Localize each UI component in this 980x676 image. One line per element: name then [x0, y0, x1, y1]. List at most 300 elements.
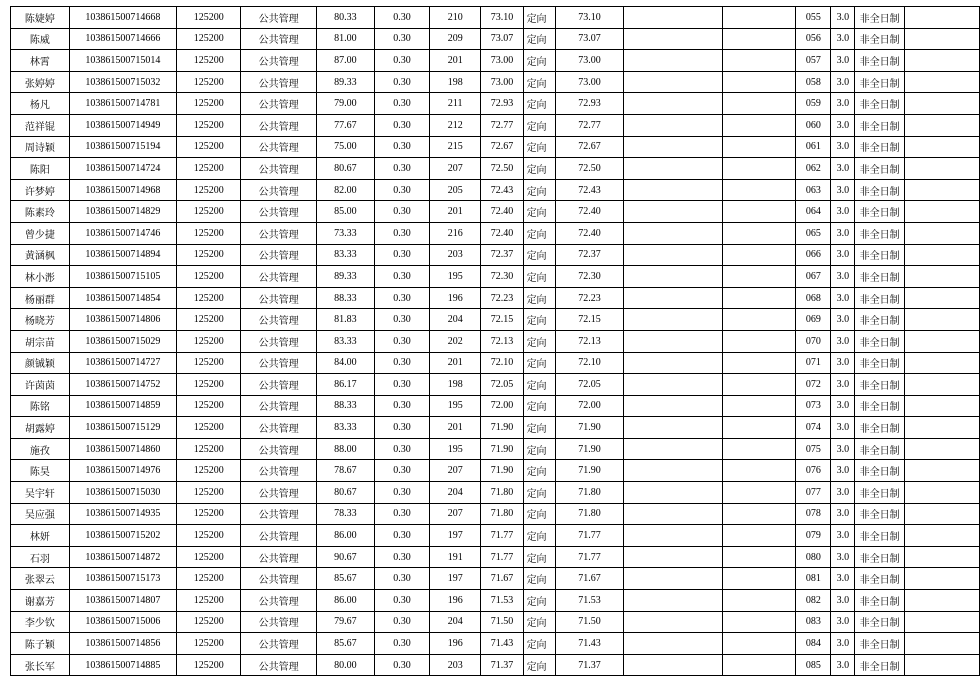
weight-cell: 0.30 [374, 590, 429, 612]
exam-id-cell: 103861500714746 [69, 222, 176, 244]
name-cell: 张长军 [11, 654, 70, 676]
table-row [11, 417, 980, 439]
exam-id-cell: 103861500714860 [69, 438, 176, 460]
name-cell: 石羽 [11, 546, 70, 568]
empty-cell [905, 330, 980, 352]
empty-cell [905, 158, 980, 180]
enrollment-type-cell: 定向 [523, 71, 556, 93]
empty-cell [905, 611, 980, 633]
major-cell: 公共管理 [241, 201, 316, 223]
major-cell: 公共管理 [241, 482, 316, 504]
initial-score-cell: 195 [430, 438, 481, 460]
final-score-cell: 71.67 [556, 568, 624, 590]
final-score-cell: 72.40 [556, 222, 624, 244]
name-cell: 黄涵枫 [11, 244, 70, 266]
empty-cell [723, 114, 796, 136]
study-mode-cell: 非全日制 [855, 352, 905, 374]
exam-id-cell: 103861500715029 [69, 330, 176, 352]
total-score-cell: 73.07 [481, 28, 523, 50]
retest-score-cell: 80.00 [316, 654, 374, 676]
empty-cell [623, 503, 722, 525]
study-mode-cell: 非全日制 [855, 309, 905, 331]
weight-cell: 0.30 [374, 28, 429, 50]
empty-cell [723, 460, 796, 482]
major-cell: 公共管理 [241, 654, 316, 676]
major-code-cell: 125200 [177, 438, 241, 460]
retest-score-cell: 85.67 [316, 633, 374, 655]
weight-cell: 0.30 [374, 503, 429, 525]
total-score-cell: 71.50 [481, 611, 523, 633]
study-mode-cell: 非全日制 [855, 158, 905, 180]
major-code-cell: 125200 [177, 136, 241, 158]
empty-cell [905, 482, 980, 504]
name-cell: 许梦婷 [11, 179, 70, 201]
rank-cell: 064 [796, 201, 831, 223]
initial-score-cell: 209 [430, 28, 481, 50]
final-score-cell: 71.90 [556, 417, 624, 439]
major-code-cell: 125200 [177, 114, 241, 136]
weight-cell: 0.30 [374, 352, 429, 374]
credit-cell: 3.0 [831, 525, 855, 547]
table-row [11, 50, 980, 72]
empty-cell [723, 244, 796, 266]
empty-cell [723, 266, 796, 288]
rank-cell: 065 [796, 222, 831, 244]
enrollment-type-cell: 定向 [523, 7, 556, 29]
major-cell: 公共管理 [241, 114, 316, 136]
major-code-cell: 125200 [177, 352, 241, 374]
total-score-cell: 73.00 [481, 71, 523, 93]
empty-cell [905, 590, 980, 612]
study-mode-cell: 非全日制 [855, 568, 905, 590]
major-cell: 公共管理 [241, 266, 316, 288]
empty-cell [723, 374, 796, 396]
table-row [11, 395, 980, 417]
name-cell: 陈铭 [11, 395, 70, 417]
enrollment-type-cell: 定向 [523, 546, 556, 568]
empty-cell [905, 417, 980, 439]
exam-id-cell: 103861500714781 [69, 93, 176, 115]
final-score-cell: 72.05 [556, 374, 624, 396]
empty-cell [623, 330, 722, 352]
total-score-cell: 72.05 [481, 374, 523, 396]
study-mode-cell: 非全日制 [855, 287, 905, 309]
study-mode-cell: 非全日制 [855, 7, 905, 29]
empty-cell [623, 482, 722, 504]
credit-cell: 3.0 [831, 611, 855, 633]
study-mode-cell: 非全日制 [855, 28, 905, 50]
credit-cell: 3.0 [831, 7, 855, 29]
credit-cell: 3.0 [831, 590, 855, 612]
enrollment-type-cell: 定向 [523, 201, 556, 223]
empty-cell [723, 158, 796, 180]
exam-id-cell: 103861500715006 [69, 611, 176, 633]
major-cell: 公共管理 [241, 136, 316, 158]
rank-cell: 067 [796, 266, 831, 288]
final-score-cell: 72.23 [556, 287, 624, 309]
initial-score-cell: 198 [430, 71, 481, 93]
table-row [11, 460, 980, 482]
empty-cell [905, 460, 980, 482]
weight-cell: 0.30 [374, 438, 429, 460]
name-cell: 胡宗苗 [11, 330, 70, 352]
table-row [11, 201, 980, 223]
final-score-cell: 72.30 [556, 266, 624, 288]
major-code-cell: 125200 [177, 525, 241, 547]
retest-score-cell: 88.33 [316, 287, 374, 309]
enrollment-type-cell: 定向 [523, 590, 556, 612]
total-score-cell: 73.00 [481, 50, 523, 72]
exam-id-cell: 103861500714935 [69, 503, 176, 525]
table-row [11, 374, 980, 396]
credit-cell: 3.0 [831, 546, 855, 568]
retest-score-cell: 78.67 [316, 460, 374, 482]
name-cell: 林小浵 [11, 266, 70, 288]
empty-cell [723, 438, 796, 460]
empty-cell [723, 201, 796, 223]
exam-id-cell: 103861500715173 [69, 568, 176, 590]
credit-cell: 3.0 [831, 417, 855, 439]
empty-cell [905, 546, 980, 568]
credit-cell: 3.0 [831, 482, 855, 504]
weight-cell: 0.30 [374, 179, 429, 201]
name-cell: 颜铖颖 [11, 352, 70, 374]
empty-cell [723, 503, 796, 525]
exam-id-cell: 103861500714806 [69, 309, 176, 331]
retest-score-cell: 75.00 [316, 136, 374, 158]
name-cell: 张婷婷 [11, 71, 70, 93]
rank-cell: 068 [796, 287, 831, 309]
exam-id-cell: 103861500714829 [69, 201, 176, 223]
enrollment-type-cell: 定向 [523, 611, 556, 633]
credit-cell: 3.0 [831, 654, 855, 676]
major-code-cell: 125200 [177, 654, 241, 676]
total-score-cell: 71.67 [481, 568, 523, 590]
final-score-cell: 71.90 [556, 438, 624, 460]
major-cell: 公共管理 [241, 179, 316, 201]
credit-cell: 3.0 [831, 93, 855, 115]
final-score-cell: 73.00 [556, 50, 624, 72]
final-score-cell: 72.67 [556, 136, 624, 158]
exam-id-cell: 103861500714856 [69, 633, 176, 655]
weight-cell: 0.30 [374, 417, 429, 439]
study-mode-cell: 非全日制 [855, 330, 905, 352]
empty-cell [623, 50, 722, 72]
name-cell: 陈昊 [11, 460, 70, 482]
enrollment-type-cell: 定向 [523, 460, 556, 482]
table-row [11, 266, 980, 288]
major-code-cell: 125200 [177, 568, 241, 590]
major-cell: 公共管理 [241, 244, 316, 266]
major-cell: 公共管理 [241, 633, 316, 655]
retest-score-cell: 73.33 [316, 222, 374, 244]
exam-id-cell: 103861500714752 [69, 374, 176, 396]
empty-cell [723, 590, 796, 612]
total-score-cell: 72.93 [481, 93, 523, 115]
retest-score-cell: 80.33 [316, 7, 374, 29]
initial-score-cell: 198 [430, 374, 481, 396]
study-mode-cell: 非全日制 [855, 93, 905, 115]
major-code-cell: 125200 [177, 179, 241, 201]
total-score-cell: 73.10 [481, 7, 523, 29]
rank-cell: 079 [796, 525, 831, 547]
major-code-cell: 125200 [177, 93, 241, 115]
empty-cell [623, 374, 722, 396]
initial-score-cell: 201 [430, 352, 481, 374]
credit-cell: 3.0 [831, 201, 855, 223]
weight-cell: 0.30 [374, 222, 429, 244]
empty-cell [623, 158, 722, 180]
final-score-cell: 72.77 [556, 114, 624, 136]
empty-cell [623, 654, 722, 676]
credit-cell: 3.0 [831, 503, 855, 525]
rank-cell: 055 [796, 7, 831, 29]
credit-cell: 3.0 [831, 330, 855, 352]
major-code-cell: 125200 [177, 287, 241, 309]
final-score-cell: 71.37 [556, 654, 624, 676]
exam-id-cell: 103861500715129 [69, 417, 176, 439]
name-cell: 杨晓芳 [11, 309, 70, 331]
empty-cell [905, 654, 980, 676]
weight-cell: 0.30 [374, 568, 429, 590]
final-score-cell: 72.40 [556, 201, 624, 223]
table-row [11, 287, 980, 309]
exam-id-cell: 103861500714854 [69, 287, 176, 309]
retest-score-cell: 79.67 [316, 611, 374, 633]
major-code-cell: 125200 [177, 482, 241, 504]
table-row [11, 309, 980, 331]
final-score-cell: 71.90 [556, 460, 624, 482]
weight-cell: 0.30 [374, 374, 429, 396]
retest-score-cell: 86.00 [316, 525, 374, 547]
table-row [11, 7, 980, 29]
table-row [11, 525, 980, 547]
empty-cell [623, 71, 722, 93]
exam-id-cell: 103861500715202 [69, 525, 176, 547]
empty-cell [905, 222, 980, 244]
initial-score-cell: 204 [430, 611, 481, 633]
major-cell: 公共管理 [241, 503, 316, 525]
empty-cell [623, 438, 722, 460]
enrollment-type-cell: 定向 [523, 352, 556, 374]
enrollment-type-cell: 定向 [523, 179, 556, 201]
name-cell: 陈威 [11, 28, 70, 50]
exam-id-cell: 103861500714727 [69, 352, 176, 374]
retest-score-cell: 85.67 [316, 568, 374, 590]
table-row [11, 352, 980, 374]
empty-cell [723, 136, 796, 158]
empty-cell [905, 568, 980, 590]
total-score-cell: 71.80 [481, 482, 523, 504]
empty-cell [623, 460, 722, 482]
initial-score-cell: 216 [430, 222, 481, 244]
initial-score-cell: 204 [430, 482, 481, 504]
empty-cell [623, 309, 722, 331]
final-score-cell: 72.15 [556, 309, 624, 331]
credit-cell: 3.0 [831, 266, 855, 288]
empty-cell [623, 222, 722, 244]
empty-cell [905, 266, 980, 288]
major-cell: 公共管理 [241, 590, 316, 612]
enrollment-type-cell: 定向 [523, 654, 556, 676]
rank-cell: 080 [796, 546, 831, 568]
major-code-cell: 125200 [177, 395, 241, 417]
enrollment-type-cell: 定向 [523, 158, 556, 180]
initial-score-cell: 212 [430, 114, 481, 136]
name-cell: 林霄 [11, 50, 70, 72]
empty-cell [723, 654, 796, 676]
final-score-cell: 72.10 [556, 352, 624, 374]
rank-cell: 057 [796, 50, 831, 72]
rank-cell: 077 [796, 482, 831, 504]
score-table [10, 6, 980, 676]
retest-score-cell: 89.33 [316, 266, 374, 288]
major-cell: 公共管理 [241, 287, 316, 309]
empty-cell [905, 93, 980, 115]
initial-score-cell: 197 [430, 525, 481, 547]
major-code-cell: 125200 [177, 503, 241, 525]
total-score-cell: 72.30 [481, 266, 523, 288]
final-score-cell: 71.77 [556, 546, 624, 568]
enrollment-type-cell: 定向 [523, 633, 556, 655]
name-cell: 张翠云 [11, 568, 70, 590]
empty-cell [623, 395, 722, 417]
exam-id-cell: 103861500715014 [69, 50, 176, 72]
exam-id-cell: 103861500714894 [69, 244, 176, 266]
study-mode-cell: 非全日制 [855, 654, 905, 676]
retest-score-cell: 83.33 [316, 330, 374, 352]
rank-cell: 078 [796, 503, 831, 525]
empty-cell [723, 352, 796, 374]
final-score-cell: 72.43 [556, 179, 624, 201]
credit-cell: 3.0 [831, 179, 855, 201]
total-score-cell: 71.77 [481, 525, 523, 547]
table-row [11, 71, 980, 93]
initial-score-cell: 201 [430, 417, 481, 439]
rank-cell: 056 [796, 28, 831, 50]
enrollment-type-cell: 定向 [523, 525, 556, 547]
rank-cell: 063 [796, 179, 831, 201]
rank-cell: 083 [796, 611, 831, 633]
enrollment-type-cell: 定向 [523, 136, 556, 158]
name-cell: 曾少捷 [11, 222, 70, 244]
empty-cell [623, 114, 722, 136]
major-cell: 公共管理 [241, 222, 316, 244]
enrollment-type-cell: 定向 [523, 50, 556, 72]
major-cell: 公共管理 [241, 417, 316, 439]
enrollment-type-cell: 定向 [523, 93, 556, 115]
final-score-cell: 71.53 [556, 590, 624, 612]
credit-cell: 3.0 [831, 136, 855, 158]
study-mode-cell: 非全日制 [855, 417, 905, 439]
major-code-cell: 125200 [177, 158, 241, 180]
exam-id-cell: 103861500715194 [69, 136, 176, 158]
weight-cell: 0.30 [374, 330, 429, 352]
table-row [11, 136, 980, 158]
credit-cell: 3.0 [831, 309, 855, 331]
empty-cell [723, 309, 796, 331]
empty-cell [723, 287, 796, 309]
major-code-cell: 125200 [177, 50, 241, 72]
retest-score-cell: 89.33 [316, 71, 374, 93]
study-mode-cell: 非全日制 [855, 201, 905, 223]
empty-cell [905, 71, 980, 93]
weight-cell: 0.30 [374, 611, 429, 633]
final-score-cell: 72.37 [556, 244, 624, 266]
study-mode-cell: 非全日制 [855, 525, 905, 547]
enrollment-type-cell: 定向 [523, 374, 556, 396]
credit-cell: 3.0 [831, 438, 855, 460]
study-mode-cell: 非全日制 [855, 266, 905, 288]
empty-cell [623, 546, 722, 568]
rank-cell: 073 [796, 395, 831, 417]
empty-cell [623, 136, 722, 158]
major-cell: 公共管理 [241, 330, 316, 352]
initial-score-cell: 204 [430, 309, 481, 331]
initial-score-cell: 191 [430, 546, 481, 568]
retest-score-cell: 85.00 [316, 201, 374, 223]
empty-cell [905, 525, 980, 547]
retest-score-cell: 80.67 [316, 158, 374, 180]
total-score-cell: 72.00 [481, 395, 523, 417]
name-cell: 陈子颖 [11, 633, 70, 655]
total-score-cell: 71.77 [481, 546, 523, 568]
major-code-cell: 125200 [177, 266, 241, 288]
rank-cell: 058 [796, 71, 831, 93]
total-score-cell: 72.77 [481, 114, 523, 136]
name-cell: 周诗颖 [11, 136, 70, 158]
final-score-cell: 73.10 [556, 7, 624, 29]
major-code-cell: 125200 [177, 71, 241, 93]
initial-score-cell: 207 [430, 158, 481, 180]
empty-cell [905, 7, 980, 29]
empty-cell [723, 7, 796, 29]
enrollment-type-cell: 定向 [523, 28, 556, 50]
empty-cell [905, 395, 980, 417]
initial-score-cell: 202 [430, 330, 481, 352]
major-code-cell: 125200 [177, 417, 241, 439]
empty-cell [723, 395, 796, 417]
name-cell: 李少钦 [11, 611, 70, 633]
enrollment-type-cell: 定向 [523, 222, 556, 244]
initial-score-cell: 201 [430, 50, 481, 72]
enrollment-type-cell: 定向 [523, 503, 556, 525]
empty-cell [623, 28, 722, 50]
empty-cell [623, 633, 722, 655]
weight-cell: 0.30 [374, 93, 429, 115]
empty-cell [905, 136, 980, 158]
study-mode-cell: 非全日制 [855, 71, 905, 93]
initial-score-cell: 203 [430, 244, 481, 266]
major-code-cell: 125200 [177, 222, 241, 244]
total-score-cell: 72.10 [481, 352, 523, 374]
initial-score-cell: 211 [430, 93, 481, 115]
initial-score-cell: 207 [430, 460, 481, 482]
major-cell: 公共管理 [241, 71, 316, 93]
major-cell: 公共管理 [241, 395, 316, 417]
enrollment-type-cell: 定向 [523, 482, 556, 504]
total-score-cell: 71.90 [481, 417, 523, 439]
rank-cell: 075 [796, 438, 831, 460]
major-cell: 公共管理 [241, 374, 316, 396]
initial-score-cell: 195 [430, 395, 481, 417]
total-score-cell: 71.90 [481, 438, 523, 460]
weight-cell: 0.30 [374, 114, 429, 136]
empty-cell [905, 28, 980, 50]
enrollment-type-cell: 定向 [523, 330, 556, 352]
rank-cell: 059 [796, 93, 831, 115]
weight-cell: 0.30 [374, 309, 429, 331]
